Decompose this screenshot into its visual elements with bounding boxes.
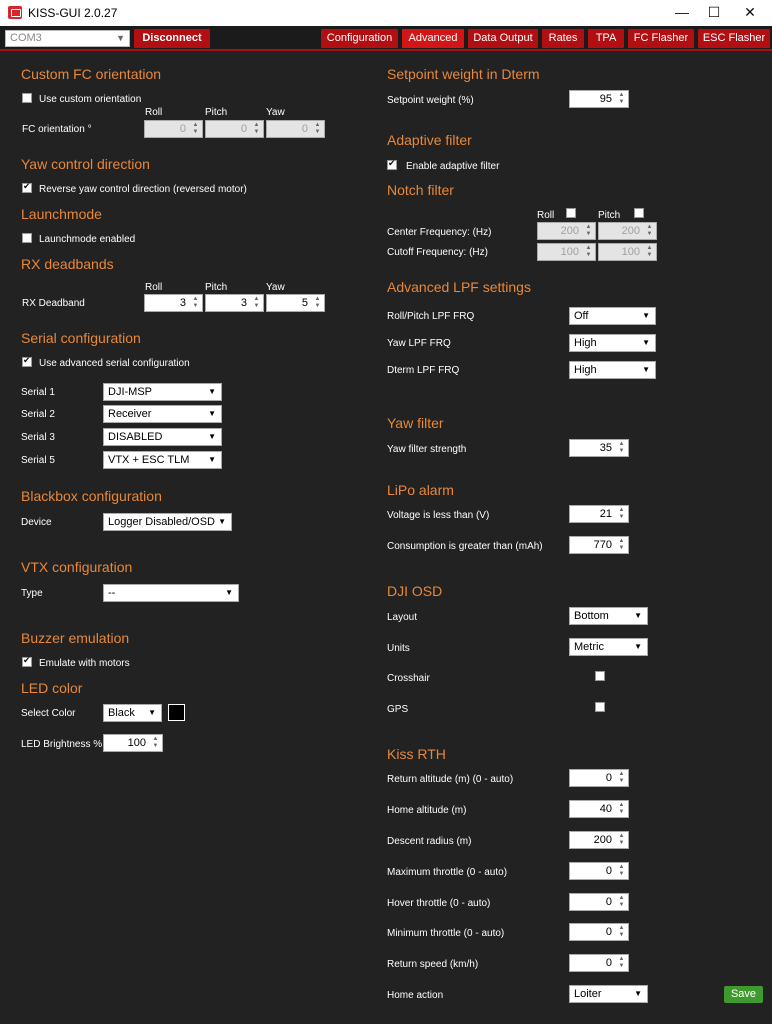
fc-orientation-pitch-value: 0 bbox=[240, 123, 247, 135]
rx-deadband-yaw-value: 5 bbox=[301, 297, 308, 309]
tab-esc-flasher[interactable]: ESC Flasher bbox=[698, 29, 770, 48]
rx-deadband-label: RX Deadband bbox=[22, 298, 85, 309]
led-brightness-label: LED Brightness % bbox=[21, 739, 103, 750]
spinner-icon[interactable]: ▲ ▼ bbox=[152, 736, 159, 749]
rth-home-altitude-input[interactable] bbox=[569, 800, 629, 818]
section-title-adaptive: Adaptive filter bbox=[387, 132, 472, 148]
rth-min-throttle-label: Minimum throttle (0 - auto) bbox=[387, 928, 505, 939]
disconnect-button[interactable]: Disconnect bbox=[134, 29, 210, 48]
rth-max-throttle-label: Maximum throttle (0 - auto) bbox=[387, 867, 508, 878]
led-color-value: Black bbox=[108, 707, 135, 719]
serial-1-label: Serial 1 bbox=[21, 387, 55, 398]
app-logo-icon bbox=[8, 6, 22, 19]
port-value: COM3 bbox=[10, 32, 42, 44]
rth-home-action-value: Loiter bbox=[574, 988, 602, 1000]
reverse-yaw-checkbox[interactable] bbox=[22, 183, 32, 193]
rth-home-action-label: Home action bbox=[387, 990, 444, 1001]
dji-layout-label: Layout bbox=[387, 612, 418, 623]
lpf-yaw-value: High bbox=[574, 337, 597, 349]
rth-return-altitude-label: Return altitude (m) (0 - auto) bbox=[387, 774, 514, 785]
setpoint-weight-label: Setpoint weight (%) bbox=[387, 95, 474, 106]
setpoint-weight-value: 95 bbox=[599, 93, 612, 105]
spinner-icon[interactable]: ▲ ▼ bbox=[618, 833, 625, 846]
led-brightness-input[interactable] bbox=[103, 734, 163, 752]
notch-roll-checkbox[interactable] bbox=[566, 208, 576, 218]
spinner-icon[interactable]: ▲ ▼ bbox=[618, 956, 625, 969]
rth-hover-throttle-input[interactable] bbox=[569, 893, 629, 911]
chevron-down-icon: ▼ bbox=[642, 311, 650, 320]
lipo-voltage-label: Voltage is less than (V) bbox=[387, 510, 490, 521]
reverse-yaw-label: Reverse yaw control direction (reversed motor) bbox=[39, 184, 247, 195]
use-custom-orientation-label: Use custom orientation bbox=[39, 94, 142, 105]
rth-descent-radius-label: Descent radius (m) bbox=[387, 836, 472, 847]
fc-orientation-label: FC orientation ° bbox=[22, 124, 92, 135]
tab-fc-flasher[interactable]: FC Flasher bbox=[628, 29, 694, 48]
chevron-down-icon: ▼ bbox=[642, 365, 650, 374]
emulate-motors-label: Emulate with motors bbox=[39, 658, 130, 669]
lpf-roll-pitch-select[interactable] bbox=[569, 307, 656, 325]
column-yaw-label: Yaw bbox=[266, 107, 285, 118]
section-title-led: LED color bbox=[21, 680, 83, 696]
section-title-buzzer: Buzzer emulation bbox=[21, 630, 130, 646]
section-title-yaw-control: Yaw control direction bbox=[21, 156, 150, 172]
chevron-down-icon: ▼ bbox=[208, 455, 216, 464]
spinner-icon[interactable]: ▲ ▼ bbox=[253, 122, 260, 135]
serial-3-select[interactable] bbox=[103, 428, 222, 446]
spinner-icon[interactable]: ▲ ▼ bbox=[253, 296, 260, 309]
title-bar bbox=[0, 0, 772, 26]
dji-layout-select[interactable] bbox=[569, 607, 648, 625]
emulate-motors-checkbox[interactable] bbox=[22, 657, 32, 667]
cutoff-frequency-roll-value: 100 bbox=[560, 246, 579, 258]
fc-orientation-pitch-input[interactable] bbox=[205, 120, 264, 138]
lpf-dterm-value: High bbox=[574, 364, 597, 376]
lipo-consumption-value: 770 bbox=[593, 539, 612, 551]
spinner-icon[interactable]: ▲ ▼ bbox=[192, 296, 199, 309]
section-title-blackbox: Blackbox configuration bbox=[21, 488, 162, 504]
rx-deadband-yaw-input[interactable] bbox=[266, 294, 325, 312]
vtx-type-value: -- bbox=[108, 587, 116, 599]
notch-pitch-label: Pitch bbox=[598, 210, 621, 221]
port-select[interactable] bbox=[5, 30, 130, 47]
section-title-vtx: VTX configuration bbox=[21, 559, 133, 575]
chevron-down-icon: ▼ bbox=[208, 387, 216, 396]
rth-return-altitude-value: 0 bbox=[605, 772, 612, 784]
dji-gps-checkbox[interactable] bbox=[595, 702, 605, 712]
rth-max-throttle-value: 0 bbox=[605, 865, 612, 877]
spinner-icon[interactable]: ▲ ▼ bbox=[618, 895, 625, 908]
section-title-lpf: Advanced LPF settings bbox=[387, 279, 531, 295]
chevron-down-icon: ▼ bbox=[218, 517, 226, 526]
setpoint-weight-input[interactable] bbox=[569, 90, 629, 108]
lipo-voltage-value: 21 bbox=[599, 508, 612, 520]
rx-deadband-pitch-value: 3 bbox=[240, 297, 247, 309]
cutoff-frequency-pitch-input[interactable] bbox=[598, 243, 657, 261]
section-title-kiss-rth: Kiss RTH bbox=[387, 746, 446, 762]
section-title-dji-osd: DJI OSD bbox=[387, 583, 443, 599]
vtx-type-select[interactable] bbox=[103, 584, 239, 602]
center-frequency-roll-value: 200 bbox=[560, 225, 579, 237]
spinner-icon[interactable]: ▲ ▼ bbox=[314, 296, 321, 309]
rth-return-altitude-input[interactable] bbox=[569, 769, 629, 787]
cutoff-frequency-label: Cutoff Frequency: (Hz) bbox=[387, 247, 488, 258]
lpf-yaw-select[interactable] bbox=[569, 334, 656, 352]
section-title-serial: Serial configuration bbox=[21, 330, 141, 346]
adaptive-filter-label: Enable adaptive filter bbox=[406, 161, 500, 172]
spinner-icon[interactable]: ▲ ▼ bbox=[314, 122, 321, 135]
led-color-select[interactable] bbox=[103, 704, 162, 722]
chevron-down-icon: ▼ bbox=[634, 611, 642, 620]
spinner-icon[interactable]: ▲ ▼ bbox=[646, 245, 653, 258]
section-title-yaw-filter: Yaw filter bbox=[387, 415, 444, 431]
spinner-icon[interactable]: ▲ ▼ bbox=[618, 925, 625, 938]
rth-home-action-select[interactable] bbox=[569, 985, 648, 1003]
rth-hover-throttle-value: 0 bbox=[605, 896, 612, 908]
dji-crosshair-label: Crosshair bbox=[387, 673, 430, 684]
dji-units-select[interactable] bbox=[569, 638, 648, 656]
chevron-down-icon: ▼ bbox=[634, 642, 642, 651]
blackbox-device-select[interactable] bbox=[103, 513, 232, 531]
rth-return-speed-label: Return speed (km/h) bbox=[387, 959, 479, 970]
lpf-roll-pitch-label: Roll/Pitch LPF FRQ bbox=[387, 311, 475, 322]
dji-layout-value: Bottom bbox=[574, 610, 609, 622]
spinner-icon[interactable]: ▲ ▼ bbox=[618, 538, 625, 551]
led-brightness-value: 100 bbox=[127, 737, 146, 749]
save-button[interactable]: Save bbox=[724, 986, 763, 1003]
launchmode-label: Launchmode enabled bbox=[39, 234, 136, 245]
spinner-icon[interactable]: ▲ ▼ bbox=[192, 122, 199, 135]
spinner-icon[interactable]: ▲ ▼ bbox=[618, 771, 625, 784]
fc-orientation-yaw-input[interactable] bbox=[266, 120, 325, 138]
rth-hover-throttle-label: Hover throttle (0 - auto) bbox=[387, 898, 491, 909]
dji-units-value: Metric bbox=[574, 641, 604, 653]
dji-units-label: Units bbox=[387, 643, 410, 654]
section-title-setpoint: Setpoint weight in Dterm bbox=[387, 66, 540, 82]
led-select-color-label: Select Color bbox=[21, 708, 76, 719]
serial-5-value: VTX + ESC TLM bbox=[108, 454, 190, 466]
tab-data-output[interactable]: Data Output bbox=[468, 29, 538, 48]
chevron-down-icon: ▼ bbox=[225, 588, 233, 597]
rth-min-throttle-input[interactable] bbox=[569, 923, 629, 941]
center-frequency-roll-input[interactable] bbox=[537, 222, 596, 240]
lipo-consumption-input[interactable] bbox=[569, 536, 629, 554]
serial-2-label: Serial 2 bbox=[21, 409, 55, 420]
rx-deadband-roll-input[interactable] bbox=[144, 294, 203, 312]
chevron-down-icon: ▼ bbox=[148, 708, 156, 717]
serial-3-label: Serial 3 bbox=[21, 432, 55, 443]
led-color-swatch bbox=[168, 704, 185, 721]
tab-tpa[interactable]: TPA bbox=[588, 29, 624, 48]
rth-return-speed-input[interactable] bbox=[569, 954, 629, 972]
advanced-serial-checkbox[interactable] bbox=[22, 357, 32, 367]
section-title-launchmode: Launchmode bbox=[21, 206, 102, 222]
rth-descent-radius-input[interactable] bbox=[569, 831, 629, 849]
cutoff-frequency-roll-input[interactable] bbox=[537, 243, 596, 261]
notch-roll-label: Roll bbox=[537, 210, 555, 221]
cutoff-frequency-pitch-value: 100 bbox=[621, 246, 640, 258]
chevron-down-icon: ▼ bbox=[208, 432, 216, 441]
serial-5-label: Serial 5 bbox=[21, 455, 55, 466]
lpf-yaw-label: Yaw LPF FRQ bbox=[387, 338, 451, 349]
lpf-dterm-select[interactable] bbox=[569, 361, 656, 379]
spinner-icon[interactable]: ▲ ▼ bbox=[618, 92, 625, 105]
spinner-icon[interactable]: ▲ ▼ bbox=[618, 864, 625, 877]
fc-orientation-yaw-value: 0 bbox=[301, 123, 308, 135]
serial-3-value: DISABLED bbox=[108, 431, 163, 443]
section-title-fc-orientation: Custom FC orientation bbox=[21, 66, 162, 82]
rth-min-throttle-value: 0 bbox=[605, 926, 612, 938]
section-title-lipo: LiPo alarm bbox=[387, 482, 454, 498]
vtx-type-label: Type bbox=[21, 588, 43, 599]
close-button[interactable]: ✕ bbox=[744, 4, 756, 20]
column-yaw-label: Yaw bbox=[266, 282, 285, 293]
column-roll-label: Roll bbox=[145, 107, 163, 118]
serial-5-select[interactable] bbox=[103, 451, 222, 469]
maximize-button[interactable]: ☐ bbox=[707, 4, 721, 20]
spinner-icon[interactable]: ▲ ▼ bbox=[618, 802, 625, 815]
tab-advanced[interactable]: Advanced bbox=[402, 29, 464, 48]
spinner-icon[interactable]: ▲ ▼ bbox=[618, 441, 625, 454]
toolbar bbox=[0, 26, 772, 51]
chevron-down-icon: ▼ bbox=[208, 409, 216, 418]
spinner-icon[interactable]: ▲ ▼ bbox=[646, 224, 653, 237]
tab-rates[interactable]: Rates bbox=[542, 29, 584, 48]
column-pitch-label: Pitch bbox=[205, 282, 228, 293]
rx-deadband-roll-value: 3 bbox=[179, 297, 186, 309]
rth-max-throttle-input[interactable] bbox=[569, 862, 629, 880]
section-title-rx-deadbands: RX deadbands bbox=[21, 256, 114, 272]
lpf-dterm-label: Dterm LPF FRQ bbox=[387, 365, 460, 376]
lipo-consumption-label: Consumption is greater than (mAh) bbox=[387, 541, 543, 552]
chevron-down-icon: ▼ bbox=[634, 989, 642, 998]
window-title: KISS-GUI 2.0.27 bbox=[28, 6, 118, 20]
serial-1-value: DJI-MSP bbox=[108, 386, 152, 398]
chevron-down-icon: ▼ bbox=[642, 338, 650, 347]
fc-orientation-roll-input[interactable] bbox=[144, 120, 203, 138]
center-frequency-pitch-input[interactable] bbox=[598, 222, 657, 240]
spinner-icon[interactable]: ▲ ▼ bbox=[585, 224, 592, 237]
column-pitch-label: Pitch bbox=[205, 107, 228, 118]
serial-1-select[interactable] bbox=[103, 383, 222, 401]
minimize-button[interactable]: — bbox=[675, 4, 689, 20]
lipo-voltage-input[interactable] bbox=[569, 505, 629, 523]
center-frequency-label: Center Frequency: (Hz) bbox=[387, 227, 492, 238]
column-roll-label: Roll bbox=[145, 282, 163, 293]
rth-descent-radius-value: 200 bbox=[593, 834, 612, 846]
chevron-down-icon: ▼ bbox=[116, 33, 125, 43]
spinner-icon[interactable]: ▲ ▼ bbox=[618, 507, 625, 520]
rth-home-altitude-value: 40 bbox=[599, 803, 612, 815]
section-title-notch: Notch filter bbox=[387, 182, 454, 198]
rx-deadband-pitch-input[interactable] bbox=[205, 294, 264, 312]
advanced-serial-label: Use advanced serial configuration bbox=[39, 358, 190, 369]
rth-home-altitude-label: Home altitude (m) bbox=[387, 805, 467, 816]
spinner-icon[interactable]: ▲ ▼ bbox=[585, 245, 592, 258]
adaptive-filter-checkbox[interactable] bbox=[387, 160, 397, 170]
center-frequency-pitch-value: 200 bbox=[621, 225, 640, 237]
yaw-filter-strength-value: 35 bbox=[599, 442, 612, 454]
rth-return-speed-value: 0 bbox=[605, 957, 612, 969]
notch-pitch-checkbox[interactable] bbox=[634, 208, 644, 218]
fc-orientation-roll-value: 0 bbox=[179, 123, 186, 135]
blackbox-device-label: Device bbox=[21, 517, 52, 528]
blackbox-device-value: Logger Disabled/OSD bbox=[108, 516, 216, 528]
launchmode-checkbox[interactable] bbox=[22, 233, 32, 243]
use-custom-orientation-checkbox[interactable] bbox=[22, 93, 32, 103]
yaw-filter-strength-input[interactable] bbox=[569, 439, 629, 457]
serial-2-select[interactable] bbox=[103, 405, 222, 423]
serial-2-value: Receiver bbox=[108, 408, 152, 420]
yaw-filter-strength-label: Yaw filter strength bbox=[387, 444, 467, 455]
tab-configuration[interactable]: Configuration bbox=[321, 29, 398, 48]
dji-gps-label: GPS bbox=[387, 704, 409, 715]
dji-crosshair-checkbox[interactable] bbox=[595, 671, 605, 681]
lpf-roll-pitch-value: Off bbox=[574, 310, 589, 322]
